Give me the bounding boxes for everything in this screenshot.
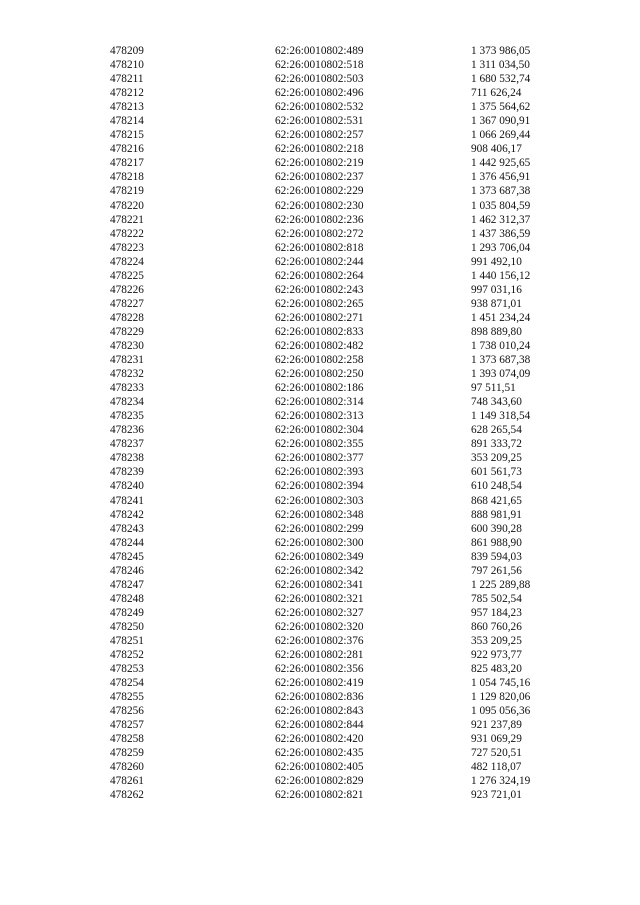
cadastral-number: 62:26:0010802:299 bbox=[275, 522, 364, 535]
row-number: 478219 bbox=[110, 185, 144, 198]
table-row bbox=[110, 606, 550, 620]
cadastral-value: 785 502,54 bbox=[471, 592, 522, 605]
cadastral-value: 1 095 056,36 bbox=[471, 705, 531, 718]
table-row bbox=[110, 353, 550, 367]
cadastral-value: 1 373 687,38 bbox=[471, 185, 531, 198]
cadastral-number: 62:26:0010802:257 bbox=[275, 129, 364, 142]
row-number: 478257 bbox=[110, 719, 144, 732]
table-row bbox=[110, 114, 550, 128]
table-row bbox=[110, 255, 550, 269]
cadastral-number: 62:26:0010802:531 bbox=[275, 115, 364, 128]
cadastral-number: 62:26:0010802:836 bbox=[275, 691, 364, 704]
row-number: 478217 bbox=[110, 157, 144, 170]
cadastral-value: 997 031,16 bbox=[471, 283, 522, 296]
cadastral-value: 1 375 564,62 bbox=[471, 101, 531, 114]
cadastral-number: 62:26:0010802:349 bbox=[275, 550, 364, 563]
cadastral-number: 62:26:0010802:503 bbox=[275, 73, 364, 86]
table-row bbox=[110, 44, 550, 58]
row-number: 478243 bbox=[110, 522, 144, 535]
row-number: 478247 bbox=[110, 578, 144, 591]
row-number: 478220 bbox=[110, 199, 144, 212]
cadastral-number: 62:26:0010802:281 bbox=[275, 649, 364, 662]
cadastral-value: 1 149 318,54 bbox=[471, 410, 531, 423]
cadastral-value: 1 373 687,38 bbox=[471, 354, 531, 367]
table-row bbox=[110, 283, 550, 297]
table-row bbox=[110, 199, 550, 213]
cadastral-value: 1 373 986,05 bbox=[471, 45, 531, 57]
row-number: 478221 bbox=[110, 213, 144, 226]
cadastral-value: 610 248,54 bbox=[471, 480, 522, 493]
row-number: 478246 bbox=[110, 564, 144, 577]
cadastral-value: 1 311 034,50 bbox=[471, 59, 530, 72]
cadastral-value: 861 988,90 bbox=[471, 536, 522, 549]
cadastral-number: 62:26:0010802:833 bbox=[275, 325, 364, 338]
cadastral-number: 62:26:0010802:186 bbox=[275, 382, 364, 395]
table-row bbox=[110, 325, 550, 339]
table-row bbox=[110, 522, 550, 536]
table-row bbox=[110, 564, 550, 578]
table-row bbox=[110, 718, 550, 732]
cadastral-number: 62:26:0010802:420 bbox=[275, 733, 364, 746]
cadastral-number: 62:26:0010802:327 bbox=[275, 606, 364, 619]
cadastral-value: 1 225 289,88 bbox=[471, 578, 531, 591]
cadastral-value: 922 973,77 bbox=[471, 649, 522, 662]
cadastral-value: 600 390,28 bbox=[471, 522, 522, 535]
row-number: 478258 bbox=[110, 733, 144, 746]
table-row bbox=[110, 479, 550, 493]
cadastral-number: 62:26:0010802:304 bbox=[275, 424, 364, 437]
cadastral-value: 1 129 820,06 bbox=[471, 691, 531, 704]
cadastral-value: 1 293 706,04 bbox=[471, 241, 531, 254]
row-number: 478237 bbox=[110, 438, 144, 451]
row-number: 478250 bbox=[110, 620, 144, 633]
cadastral-number: 62:26:0010802:355 bbox=[275, 438, 364, 451]
row-number: 478233 bbox=[110, 382, 144, 395]
cadastral-value: 825 483,20 bbox=[471, 663, 522, 676]
row-number: 478215 bbox=[110, 129, 144, 142]
table-row bbox=[110, 409, 550, 423]
cadastral-value: 1 393 074,09 bbox=[471, 368, 531, 381]
table-row bbox=[110, 423, 550, 437]
cadastral-value: 97 511,51 bbox=[471, 382, 516, 395]
table-row bbox=[110, 213, 550, 227]
cadastral-number: 62:26:0010802:435 bbox=[275, 747, 364, 760]
cadastral-number: 62:26:0010802:348 bbox=[275, 508, 364, 521]
table-row bbox=[110, 72, 550, 86]
cadastral-number: 62:26:0010802:313 bbox=[275, 410, 364, 423]
cadastral-number: 62:26:0010802:376 bbox=[275, 634, 364, 647]
cadastral-number: 62:26:0010802:821 bbox=[275, 789, 364, 802]
cadastral-number: 62:26:0010802:518 bbox=[275, 59, 364, 72]
row-number: 478235 bbox=[110, 410, 144, 423]
cadastral-number: 62:26:0010802:303 bbox=[275, 494, 364, 507]
table-row bbox=[110, 381, 550, 395]
cadastral-value: 860 760,26 bbox=[471, 620, 522, 633]
table-row bbox=[110, 662, 550, 676]
cadastral-value: 1 276 324,19 bbox=[471, 775, 531, 788]
table-row bbox=[110, 437, 550, 451]
cadastral-value: 921 237,89 bbox=[471, 719, 522, 732]
row-number: 478234 bbox=[110, 396, 144, 409]
cadastral-value: 628 265,54 bbox=[471, 424, 522, 437]
row-number: 478216 bbox=[110, 143, 144, 156]
table-row bbox=[110, 465, 550, 479]
row-number: 478229 bbox=[110, 325, 144, 338]
cadastral-value: 1 442 925,65 bbox=[471, 157, 531, 170]
cadastral-value: 1 462 312,37 bbox=[471, 213, 531, 226]
cadastral-value: 908 406,17 bbox=[471, 143, 522, 156]
cadastral-value: 1 738 010,24 bbox=[471, 339, 531, 352]
cadastral-number: 62:26:0010802:342 bbox=[275, 564, 364, 577]
cadastral-number: 62:26:0010802:341 bbox=[275, 578, 364, 591]
cadastral-number: 62:26:0010802:394 bbox=[275, 480, 364, 493]
table-row bbox=[110, 508, 550, 522]
cadastral-number: 62:26:0010802:230 bbox=[275, 199, 364, 212]
cadastral-value-table bbox=[110, 44, 550, 803]
cadastral-number: 62:26:0010802:258 bbox=[275, 354, 364, 367]
table-row bbox=[110, 269, 550, 283]
table-row bbox=[110, 648, 550, 662]
cadastral-value: 839 594,03 bbox=[471, 550, 522, 563]
table-row bbox=[110, 774, 550, 788]
cadastral-number: 62:26:0010802:356 bbox=[275, 663, 364, 676]
table-row bbox=[110, 395, 550, 409]
table-row bbox=[110, 156, 550, 170]
table-row bbox=[110, 536, 550, 550]
cadastral-number: 62:26:0010802:405 bbox=[275, 761, 364, 774]
table-row bbox=[110, 550, 550, 564]
table-row bbox=[110, 732, 550, 746]
row-number: 478241 bbox=[110, 494, 144, 507]
table-row bbox=[110, 760, 550, 774]
table-row bbox=[110, 86, 550, 100]
row-number: 478211 bbox=[110, 73, 144, 86]
table-row bbox=[110, 227, 550, 241]
row-number: 478240 bbox=[110, 480, 144, 493]
table-row bbox=[110, 170, 550, 184]
row-number: 478232 bbox=[110, 368, 144, 381]
cadastral-value: 797 261,56 bbox=[471, 564, 522, 577]
row-number: 478223 bbox=[110, 241, 144, 254]
cadastral-number: 62:26:0010802:243 bbox=[275, 283, 364, 296]
row-number: 478224 bbox=[110, 255, 144, 268]
cadastral-number: 62:26:0010802:489 bbox=[275, 45, 364, 57]
cadastral-number: 62:26:0010802:419 bbox=[275, 677, 364, 690]
cadastral-value: 1 680 532,74 bbox=[471, 73, 531, 86]
row-number: 478209 bbox=[110, 45, 144, 57]
row-number: 478255 bbox=[110, 691, 144, 704]
cadastral-number: 62:26:0010802:264 bbox=[275, 269, 364, 282]
table-row bbox=[110, 494, 550, 508]
row-number: 478228 bbox=[110, 311, 144, 324]
row-number: 478256 bbox=[110, 705, 144, 718]
table-row bbox=[110, 704, 550, 718]
cadastral-value: 891 333,72 bbox=[471, 438, 522, 451]
cadastral-value: 1 437 386,59 bbox=[471, 227, 531, 240]
table-row bbox=[110, 100, 550, 114]
row-number: 478262 bbox=[110, 789, 144, 802]
cadastral-number: 62:26:0010802:818 bbox=[275, 241, 364, 254]
cadastral-value: 938 871,01 bbox=[471, 297, 522, 310]
cadastral-number: 62:26:0010802:829 bbox=[275, 775, 364, 788]
cadastral-number: 62:26:0010802:482 bbox=[275, 339, 364, 352]
cadastral-value: 1 066 269,44 bbox=[471, 129, 531, 142]
row-number: 478242 bbox=[110, 508, 144, 521]
row-number: 478231 bbox=[110, 354, 144, 367]
table-row bbox=[110, 788, 550, 802]
table-row bbox=[110, 142, 550, 156]
row-number: 478238 bbox=[110, 452, 144, 465]
row-number: 478230 bbox=[110, 339, 144, 352]
cadastral-value: 991 492,10 bbox=[471, 255, 522, 268]
cadastral-number: 62:26:0010802:844 bbox=[275, 719, 364, 732]
cadastral-value: 727 520,51 bbox=[471, 747, 522, 760]
cadastral-number: 62:26:0010802:237 bbox=[275, 171, 364, 184]
cadastral-value: 748 343,60 bbox=[471, 396, 522, 409]
table-row bbox=[110, 297, 550, 311]
table-row bbox=[110, 58, 550, 72]
row-number: 478212 bbox=[110, 87, 144, 100]
cadastral-value: 1 367 090,91 bbox=[471, 115, 531, 128]
row-number: 478210 bbox=[110, 59, 144, 72]
cadastral-value: 868 421,65 bbox=[471, 494, 522, 507]
row-number: 478253 bbox=[110, 663, 144, 676]
row-number: 478227 bbox=[110, 297, 144, 310]
table-row bbox=[110, 241, 550, 255]
cadastral-value: 957 184,23 bbox=[471, 606, 522, 619]
row-number: 478239 bbox=[110, 466, 144, 479]
cadastral-value: 353 209,25 bbox=[471, 452, 522, 465]
cadastral-number: 62:26:0010802:321 bbox=[275, 592, 364, 605]
row-number: 478226 bbox=[110, 283, 144, 296]
table-row bbox=[110, 128, 550, 142]
cadastral-value: 1 035 804,59 bbox=[471, 199, 531, 212]
table-row bbox=[110, 339, 550, 353]
row-number: 478259 bbox=[110, 747, 144, 760]
cadastral-number: 62:26:0010802:244 bbox=[275, 255, 364, 268]
row-number: 478245 bbox=[110, 550, 144, 563]
table-row bbox=[110, 184, 550, 198]
table-row bbox=[110, 592, 550, 606]
cadastral-number: 62:26:0010802:314 bbox=[275, 396, 364, 409]
table-row bbox=[110, 676, 550, 690]
cadastral-number: 62:26:0010802:393 bbox=[275, 466, 364, 479]
row-number: 478252 bbox=[110, 649, 144, 662]
row-number: 478222 bbox=[110, 227, 144, 240]
cadastral-number: 62:26:0010802:300 bbox=[275, 536, 364, 549]
cadastral-number: 62:26:0010802:532 bbox=[275, 101, 364, 114]
table-row bbox=[110, 634, 550, 648]
cadastral-number: 62:26:0010802:320 bbox=[275, 620, 364, 633]
row-number: 478261 bbox=[110, 775, 144, 788]
row-number: 478213 bbox=[110, 101, 144, 114]
table-row bbox=[110, 578, 550, 592]
cadastral-number: 62:26:0010802:229 bbox=[275, 185, 364, 198]
cadastral-value: 1 376 456,91 bbox=[471, 171, 531, 184]
cadastral-number: 62:26:0010802:843 bbox=[275, 705, 364, 718]
cadastral-value: 931 069,29 bbox=[471, 733, 522, 746]
row-number: 478251 bbox=[110, 634, 144, 647]
cadastral-number: 62:26:0010802:218 bbox=[275, 143, 364, 156]
cadastral-value: 1 054 745,16 bbox=[471, 677, 531, 690]
cadastral-number: 62:26:0010802:272 bbox=[275, 227, 364, 240]
row-number: 478260 bbox=[110, 761, 144, 774]
table-row bbox=[110, 620, 550, 634]
cadastral-value: 482 118,07 bbox=[471, 761, 522, 774]
cadastral-value: 601 561,73 bbox=[471, 466, 522, 479]
row-number: 478244 bbox=[110, 536, 144, 549]
row-number: 478225 bbox=[110, 269, 144, 282]
cadastral-number: 62:26:0010802:236 bbox=[275, 213, 364, 226]
table-row bbox=[110, 746, 550, 760]
row-number: 478248 bbox=[110, 592, 144, 605]
table-row bbox=[110, 451, 550, 465]
cadastral-number: 62:26:0010802:496 bbox=[275, 87, 364, 100]
cadastral-value: 888 981,91 bbox=[471, 508, 522, 521]
row-number: 478254 bbox=[110, 677, 144, 690]
table-row bbox=[110, 690, 550, 704]
cadastral-value: 923 721,01 bbox=[471, 789, 522, 802]
row-number: 478236 bbox=[110, 424, 144, 437]
row-number: 478218 bbox=[110, 171, 144, 184]
cadastral-number: 62:26:0010802:377 bbox=[275, 452, 364, 465]
table-row bbox=[110, 367, 550, 381]
table-row bbox=[110, 311, 550, 325]
cadastral-number: 62:26:0010802:250 bbox=[275, 368, 364, 381]
cadastral-value: 898 889,80 bbox=[471, 325, 522, 338]
cadastral-number: 62:26:0010802:271 bbox=[275, 311, 364, 324]
row-number: 478214 bbox=[110, 115, 144, 128]
cadastral-value: 711 626,24 bbox=[471, 87, 522, 100]
cadastral-value: 1 451 234,24 bbox=[471, 311, 531, 324]
cadastral-number: 62:26:0010802:219 bbox=[275, 157, 364, 170]
row-number: 478249 bbox=[110, 606, 144, 619]
cadastral-value: 1 440 156,12 bbox=[471, 269, 531, 282]
cadastral-value: 353 209,25 bbox=[471, 634, 522, 647]
cadastral-number: 62:26:0010802:265 bbox=[275, 297, 364, 310]
